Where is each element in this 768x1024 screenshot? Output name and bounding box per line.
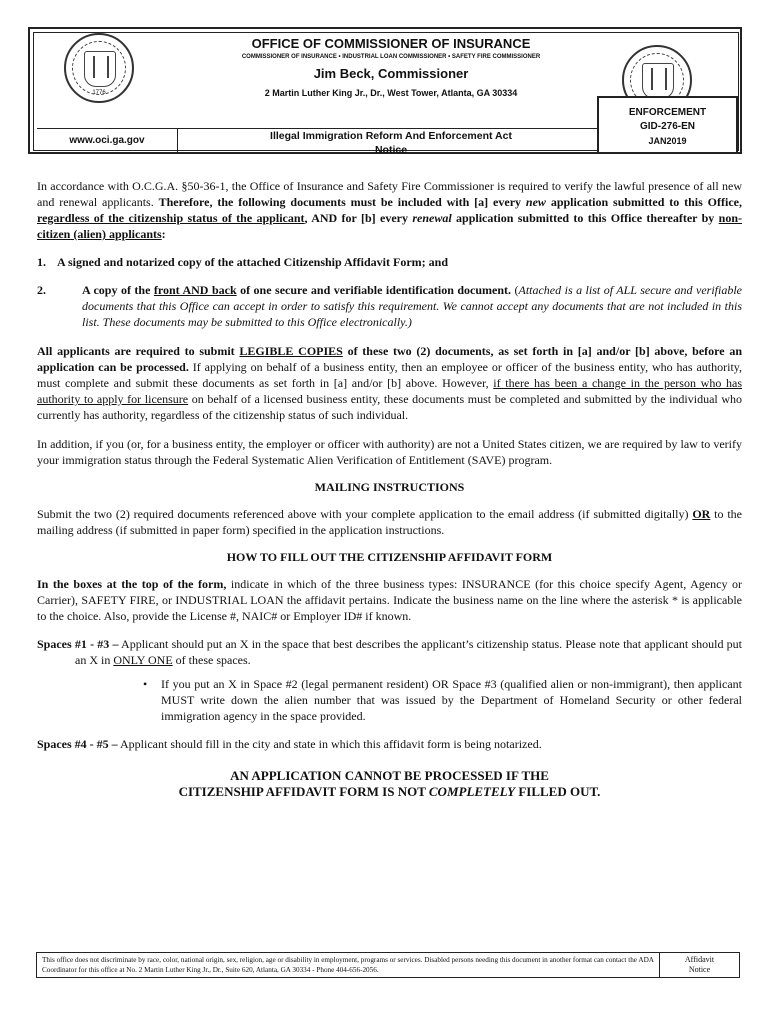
fill-out-heading: HOW TO FILL OUT THE CITIZENSHIP AFFIDAVIT FORM: [226, 550, 553, 564]
enforcement-box: [597, 96, 738, 154]
bullet-icon: •: [143, 677, 148, 691]
office-title: OFFICE OF COMMISSIONER OF INSURANCE: [251, 36, 531, 51]
mailing-paragraph: Submit the two (2) required documents referenced above with your complete application to the email address (if submitted digitally) OR to the mailing address (if submitted in paper form) specified in the application instructions.: [37, 507, 742, 537]
footer: [36, 952, 740, 978]
notice-title-line2: Notice: [374, 144, 408, 156]
intro-paragraph: In accordance with O.C.G.A. §50-36-1, the Office of Insurance and Safety Fire Commissioner is required to verify the lawful presence of all new and renewal applicants. Therefore, the following documents must be included with [a] every new application submitted to this Office, regardless of the citizenship status of the applicant, AND for [b] every renewal application submitted to this Office thereafter by non-citizen (alien) applicants:: [37, 179, 742, 241]
list-item: 1. A signed and notarized copy of the attached Citizenship Affidavit Form; and: [37, 255, 449, 269]
boxes-paragraph: In the boxes at the top of the form, indicate in which of the three business types: INSURANCE (for this choice specify Agent, Agency or Carrier), SAFETY FIRE, or INDUSTRIAL LOAN the affidavit pertains. Indicate the business name on the line where the asterisk * is applicable to the choice. Also, provide the License #, NAIC# or Employer ID# if known.: [37, 577, 742, 623]
georgia-state-seal-icon: 1776: [64, 33, 134, 103]
commissioner-name: Jim Beck, Commissioner: [313, 66, 469, 81]
final-warning-line1: AN APPLICATION CANNOT BE PROCESSED IF THE: [230, 768, 549, 783]
office-address: 2 Martin Luther King Jr., Dr., West Tower, Atlanta, GA 30334: [264, 88, 518, 98]
document-body: [37, 178, 742, 800]
office-subtitle: COMMISSIONER OF INSURANCE • INDUSTRIAL LOAN COMMISSIONER • SAFETY FIRE COMMISSIONER: [241, 54, 541, 60]
list-item: • If you put an X in Space #2 (legal permanent resident) OR Space #3 (qualified alien or non-immigrant), then applicant MUST write down the alien number that was issued by the Department of Homeland Security or other federal immigration agency in the space provided.: [143, 677, 742, 723]
legible-copies-paragraph: All applicants are required to submit LEGIBLE COPIES of these two (2) documents, as set forth in [a] and/or [b] above, before an application can be processed. If applying on behalf of a business entity, then an employee or officer of the business entity, who has authority, must complete and submit these documents as set forth in [a] and/or [b] above. However, if there has been a change in the person who has authority to apply for licensure on behalf of a licensed business entity, these documents must be completed and submitted by the individual who currently has authority, regardless of the citizenship status of such individual.: [37, 344, 743, 422]
mailing-heading: MAILING INSTRUCTIONS: [314, 480, 465, 494]
spaces-4-5-paragraph: Spaces #4 - #5 – Applicant should fill in the city and state in which this affidavit form is being notarized.: [37, 737, 542, 751]
spaces-1-3-paragraph: Spaces #1 - #3 – Applicant should put an X in the space that best describes the applicant’s citizenship status. Please note that applicant should put an X in ONLY ONE of these spaces.: [37, 637, 743, 667]
final-warning-line2: CITIZENSHIP AFFIDAVIT FORM IS NOT COMPLETELY FILLED OUT.: [178, 784, 601, 799]
notice-title: [178, 129, 604, 157]
footer-label: Affidavit Notice: [659, 953, 739, 977]
enforcement-label: ENFORCEMENT: [628, 107, 707, 118]
notice-title-line1: Illegal Immigration Reform And Enforcement Act: [270, 130, 512, 142]
non-discrimination-notice: This office does not discriminate by race, color, national origin, sex, religion, age or disability in employment, programs or services. Disabled persons needing this document in another format can contact the ADA Coordinator for this office at No. 2 Martin Luther King Jr., Dr., Suite 620, Atlanta, GA 30334 - Phone 404-656-2056.: [42, 956, 654, 974]
website-link[interactable]: www.oci.ga.gov: [37, 129, 178, 153]
save-program-paragraph: In addition, if you (or, for a business entity, the employer or officer with authority) are not a United States citizen, we are required by law to verify your immigration status through the Federal Systematic Alien Verification of Entitlement (SAVE) program.: [37, 437, 742, 467]
enforcement-date: JAN2019: [648, 136, 687, 146]
list-item: 2. A copy of the front AND back of one secure and verifiable identification document. (Attached is a list of ALL secure and verifiable documents that this Office can accept in order to satisfy this requirement. We cannot accept any documents that are not included in this list. These documents may be submitted to this Office electronically.): [37, 283, 743, 329]
enforcement-code: GID-276-EN: [639, 121, 695, 132]
letterhead: [28, 27, 742, 154]
